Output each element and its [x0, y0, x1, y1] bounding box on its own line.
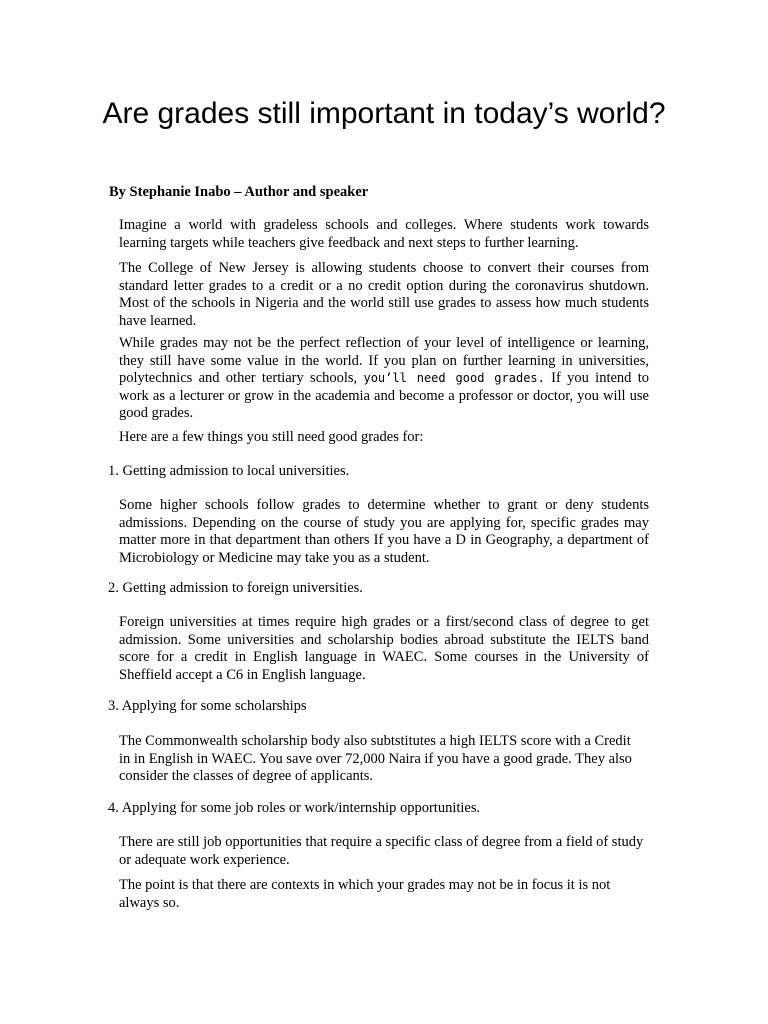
section-body-2: Foreign universities at times require high grades or a first/second class of degree to get admission. Some universities and scholarship bodies abroad substitute the IELTS band score for a credit in English language in WAEC. Some courses in the University of Sheffield accept a C6 in English language.	[119, 614, 649, 683]
intro-paragraph-1: Imagine a world with gradeless schools and colleges. Where students work towards learning targets while teachers give feedback and next steps to further learning.	[119, 217, 649, 251]
section-heading-2: 2. Getting admission to foreign universities.	[108, 580, 363, 596]
grades-paragraph-text-after: If you intend to work as a lecturer or grow in the academia and become a professor or doctor, you will use good grades.	[119, 370, 649, 421]
list-intro: Here are a few things you still need good grades for:	[119, 429, 424, 445]
section-body-3: The Commonwealth scholarship body also subtstitutes a high IELTS score with a Credit in in English in WAEC. You save over 72,000 Naira if you have a good grade. They also consider the classes of degree of applicants.	[119, 733, 632, 784]
section-heading-1: 1. Getting admission to local universities.	[108, 463, 350, 479]
section-heading-4: 4. Applying for some job roles or work/internship opportunities.	[108, 800, 481, 816]
intro-paragraph-2: The College of New Jersey is allowing students choose to convert their courses from standard letter grades to a credit or a no credit option during the coronavirus shutdown. Most of the schools in Nigeria and the world still use grades to assess how much students have learned.	[119, 260, 649, 329]
grades-paragraph-highlight: you’ll need good grades.	[363, 371, 545, 385]
section-heading-3: 3. Applying for some scholarships	[108, 698, 307, 714]
grades-paragraph-text-before: While grades may not be the perfect reflection of your level of intelligence or learning, they still have some value in the world. If you plan on further learning in universities, polytechnics and other tertiary schools,	[119, 335, 649, 386]
section-body-1: Some higher schools follow grades to determine whether to grant or deny students admissions. Depending on the course of study you are applying for, specific grades may matter more in that department than others If you have a D in Geography, a department of Microbiology or Medicine may take you as a student.	[119, 497, 649, 566]
section-body-4: There are still job opportunities that require a specific class of degree from a field of study or adequate work experience.	[119, 834, 644, 868]
closing-paragraph: The point is that there are contexts in which your grades may not be in focus it is not always so.	[119, 877, 611, 911]
article-title: Are grades still important in today’s world?	[102, 97, 666, 130]
article-byline: By Stephanie Inabo – Author and speaker	[109, 184, 369, 200]
grades-paragraph	[119, 335, 649, 423]
